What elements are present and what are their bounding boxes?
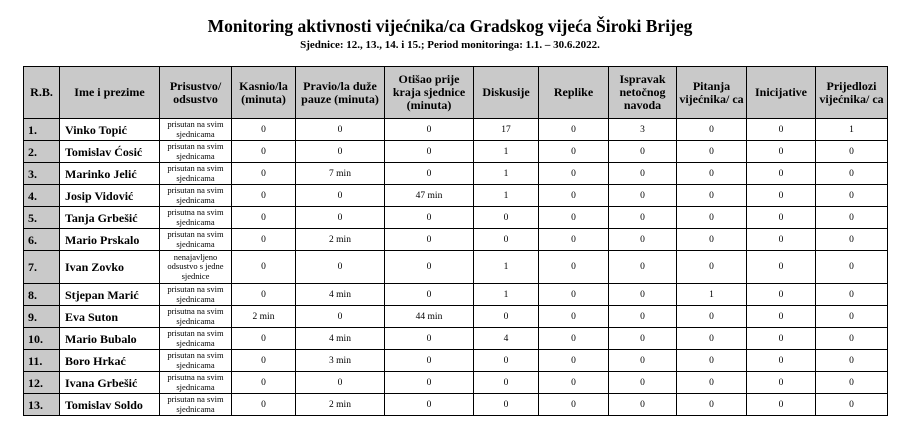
cell-questions: 0 (677, 350, 747, 372)
cell-name: Marinko Jelić (60, 163, 160, 185)
cell-replies: 0 (539, 284, 609, 306)
cell-left-early: 0 (385, 350, 474, 372)
cell-questions: 1 (677, 284, 747, 306)
cell-pauses: 0 (296, 251, 385, 284)
cell-presence: prisutan na svim sjednicama (160, 185, 232, 207)
table-row (24, 251, 888, 284)
cell-left-early: 47 min (385, 185, 474, 207)
cell-discussions: 1 (474, 185, 539, 207)
cell-left-early: 0 (385, 372, 474, 394)
cell-rb: 2. (24, 141, 60, 163)
cell-discussions: 1 (474, 163, 539, 185)
cell-questions: 0 (677, 372, 747, 394)
cell-corrections: 0 (609, 229, 677, 251)
cell-questions: 0 (677, 229, 747, 251)
cell-proposals: 0 (816, 251, 888, 284)
cell-replies: 0 (539, 207, 609, 229)
cell-replies: 0 (539, 372, 609, 394)
cell-name: Tanja Grbešić (60, 207, 160, 229)
cell-replies: 0 (539, 229, 609, 251)
cell-pauses: 4 min (296, 284, 385, 306)
cell-replies: 0 (539, 141, 609, 163)
cell-questions: 0 (677, 119, 747, 141)
cell-initiatives: 0 (747, 185, 816, 207)
header-discussions: Diskusije (474, 67, 539, 119)
cell-name: Eva Suton (60, 306, 160, 328)
header-proposals: Prijedlozi vijećnika/ ca (816, 67, 888, 119)
table-row (24, 185, 888, 207)
cell-corrections: 0 (609, 251, 677, 284)
header-left-early: Otišao prije kraja sjednice (minuta) (385, 67, 474, 119)
cell-questions: 0 (677, 251, 747, 284)
cell-presence: prisutan na svim sjednicama (160, 394, 232, 416)
cell-questions: 0 (677, 185, 747, 207)
table-row (24, 119, 888, 141)
cell-corrections: 0 (609, 185, 677, 207)
cell-rb: 13. (24, 394, 60, 416)
cell-late: 0 (232, 350, 296, 372)
cell-replies: 0 (539, 163, 609, 185)
cell-rb: 4. (24, 185, 60, 207)
cell-name: Tomislav Soldo (60, 394, 160, 416)
cell-pauses: 0 (296, 185, 385, 207)
document-subtitle: Sjednice: 12., 13., 14. i 15.; Period monitoringa: 1.1. – 30.6.2022. (300, 39, 600, 51)
cell-name: Tomislav Ćosić (60, 141, 160, 163)
cell-pauses: 2 min (296, 229, 385, 251)
cell-discussions: 0 (474, 372, 539, 394)
cell-left-early: 0 (385, 284, 474, 306)
table-row (24, 350, 888, 372)
header-name: Ime i prezime (60, 67, 160, 119)
cell-late: 0 (232, 251, 296, 284)
cell-proposals: 0 (816, 185, 888, 207)
cell-left-early: 0 (385, 229, 474, 251)
cell-rb: 5. (24, 207, 60, 229)
cell-discussions: 1 (474, 284, 539, 306)
cell-late: 0 (232, 394, 296, 416)
cell-corrections: 0 (609, 350, 677, 372)
cell-proposals: 0 (816, 229, 888, 251)
cell-pauses: 0 (296, 141, 385, 163)
cell-pauses: 0 (296, 119, 385, 141)
header-initiatives: Inicijative (747, 67, 816, 119)
cell-initiatives: 0 (747, 306, 816, 328)
cell-presence: prisutna na svim sjednicama (160, 372, 232, 394)
cell-corrections: 0 (609, 207, 677, 229)
cell-left-early: 0 (385, 251, 474, 284)
table-header-row (24, 67, 888, 119)
cell-presence: prisutna na svim sjednicama (160, 207, 232, 229)
document-title: Monitoring aktivnosti vijećnika/ca Gradskog vijeća Široki Brijeg (207, 16, 693, 36)
cell-late: 0 (232, 185, 296, 207)
cell-proposals: 0 (816, 328, 888, 350)
cell-corrections: 0 (609, 394, 677, 416)
cell-pauses: 2 min (296, 394, 385, 416)
cell-discussions: 0 (474, 207, 539, 229)
cell-late: 0 (232, 229, 296, 251)
cell-discussions: 0 (474, 306, 539, 328)
cell-proposals: 0 (816, 141, 888, 163)
cell-corrections: 0 (609, 372, 677, 394)
cell-corrections: 0 (609, 163, 677, 185)
cell-presence: prisutan na svim sjednicama (160, 119, 232, 141)
cell-discussions: 17 (474, 119, 539, 141)
table-row (24, 229, 888, 251)
cell-proposals: 0 (816, 394, 888, 416)
cell-presence: prisutan na svim sjednicama (160, 141, 232, 163)
cell-replies: 0 (539, 350, 609, 372)
table-row (24, 306, 888, 328)
cell-initiatives: 0 (747, 207, 816, 229)
cell-replies: 0 (539, 328, 609, 350)
cell-late: 2 min (232, 306, 296, 328)
cell-name: Ivana Grbešić (60, 372, 160, 394)
cell-late: 0 (232, 207, 296, 229)
table-row (24, 328, 888, 350)
cell-proposals: 0 (816, 372, 888, 394)
cell-initiatives: 0 (747, 119, 816, 141)
cell-corrections: 3 (609, 119, 677, 141)
cell-pauses: 0 (296, 207, 385, 229)
cell-late: 0 (232, 119, 296, 141)
cell-rb: 6. (24, 229, 60, 251)
cell-presence: prisutan na svim sjednicama (160, 328, 232, 350)
cell-proposals: 0 (816, 306, 888, 328)
cell-initiatives: 0 (747, 394, 816, 416)
cell-presence: prisutan na svim sjednicama (160, 284, 232, 306)
cell-discussions: 4 (474, 328, 539, 350)
cell-rb: 7. (24, 251, 60, 284)
cell-proposals: 0 (816, 284, 888, 306)
cell-late: 0 (232, 141, 296, 163)
cell-late: 0 (232, 372, 296, 394)
cell-left-early: 0 (385, 141, 474, 163)
cell-discussions: 0 (474, 229, 539, 251)
header-questions: Pitanja vijećnika/ ca (677, 67, 747, 119)
cell-proposals: 1 (816, 119, 888, 141)
cell-left-early: 0 (385, 163, 474, 185)
cell-discussions: 1 (474, 141, 539, 163)
cell-pauses: 0 (296, 306, 385, 328)
cell-late: 0 (232, 163, 296, 185)
cell-rb: 1. (24, 119, 60, 141)
cell-replies: 0 (539, 119, 609, 141)
cell-pauses: 0 (296, 372, 385, 394)
cell-presence: nenajavljeno odsustvo s jedne sjednice (160, 251, 232, 284)
cell-initiatives: 0 (747, 284, 816, 306)
cell-pauses: 3 min (296, 350, 385, 372)
cell-questions: 0 (677, 141, 747, 163)
cell-presence: prisutna na svim sjednicama (160, 306, 232, 328)
monitoring-table (23, 66, 888, 416)
cell-questions: 0 (677, 207, 747, 229)
cell-initiatives: 0 (747, 251, 816, 284)
table-body (24, 119, 888, 416)
cell-discussions: 1 (474, 251, 539, 284)
cell-left-early: 0 (385, 119, 474, 141)
table-row (24, 141, 888, 163)
cell-replies: 0 (539, 394, 609, 416)
cell-proposals: 0 (816, 163, 888, 185)
header-rb: R.B. (24, 67, 60, 119)
cell-pauses: 4 min (296, 328, 385, 350)
cell-left-early: 44 min (385, 306, 474, 328)
table-row (24, 163, 888, 185)
cell-corrections: 0 (609, 306, 677, 328)
cell-left-early: 0 (385, 394, 474, 416)
cell-initiatives: 0 (747, 163, 816, 185)
header-late: Kasnio/la (minuta) (232, 67, 296, 119)
cell-initiatives: 0 (747, 372, 816, 394)
cell-name: Mario Bubalo (60, 328, 160, 350)
cell-replies: 0 (539, 185, 609, 207)
cell-initiatives: 0 (747, 350, 816, 372)
cell-left-early: 0 (385, 328, 474, 350)
cell-discussions: 0 (474, 350, 539, 372)
cell-corrections: 0 (609, 284, 677, 306)
header-replies: Replike (539, 67, 609, 119)
cell-initiatives: 0 (747, 328, 816, 350)
cell-proposals: 0 (816, 207, 888, 229)
cell-questions: 0 (677, 306, 747, 328)
cell-replies: 0 (539, 251, 609, 284)
cell-presence: prisutan na svim sjednicama (160, 350, 232, 372)
cell-rb: 10. (24, 328, 60, 350)
cell-name: Ivan Zovko (60, 251, 160, 284)
cell-corrections: 0 (609, 328, 677, 350)
header-pauses: Pravio/la duže pauze (minuta) (296, 67, 385, 119)
table-row (24, 394, 888, 416)
cell-initiatives: 0 (747, 229, 816, 251)
cell-rb: 8. (24, 284, 60, 306)
cell-presence: prisutan na svim sjednicama (160, 163, 232, 185)
cell-rb: 9. (24, 306, 60, 328)
cell-initiatives: 0 (747, 141, 816, 163)
cell-name: Josip Vidović (60, 185, 160, 207)
cell-rb: 12. (24, 372, 60, 394)
cell-presence: prisutan na svim sjednicama (160, 229, 232, 251)
table-row (24, 372, 888, 394)
cell-late: 0 (232, 328, 296, 350)
cell-left-early: 0 (385, 207, 474, 229)
cell-name: Stjepan Marić (60, 284, 160, 306)
cell-late: 0 (232, 284, 296, 306)
header-presence: Prisustvo/ odsustvo (160, 67, 232, 119)
table-row (24, 207, 888, 229)
table-row (24, 284, 888, 306)
cell-discussions: 0 (474, 394, 539, 416)
cell-name: Vinko Topić (60, 119, 160, 141)
header-corrections: Ispravak netočnog navoda (609, 67, 677, 119)
cell-rb: 3. (24, 163, 60, 185)
cell-questions: 0 (677, 394, 747, 416)
cell-rb: 11. (24, 350, 60, 372)
cell-name: Boro Hrkać (60, 350, 160, 372)
cell-proposals: 0 (816, 350, 888, 372)
cell-questions: 0 (677, 163, 747, 185)
cell-pauses: 7 min (296, 163, 385, 185)
cell-name: Mario Prskalo (60, 229, 160, 251)
cell-corrections: 0 (609, 141, 677, 163)
cell-replies: 0 (539, 306, 609, 328)
cell-questions: 0 (677, 328, 747, 350)
